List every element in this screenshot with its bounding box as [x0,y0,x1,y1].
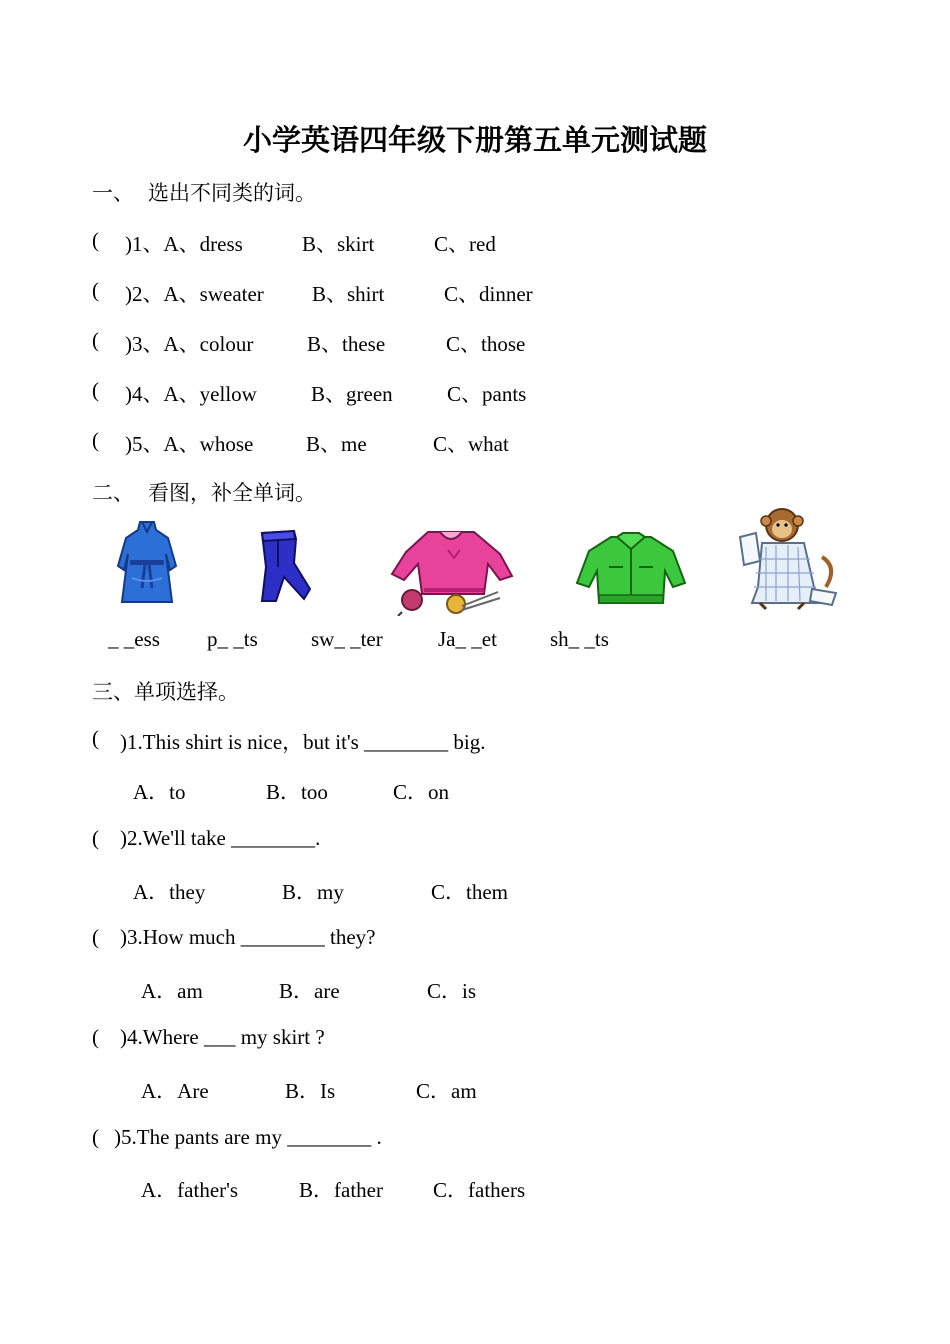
s3-q5-option-c: C．fathers [433,1178,526,1202]
s3-q3-option-b: B．are [279,979,340,1003]
question-text: )5.The pants are my ________ . [114,1125,382,1149]
pants-icon [250,527,318,607]
jacket-icon [573,531,689,607]
question-text: )2.We'll take ________. [120,826,321,850]
word-blank-2: p_ _ts [207,627,258,651]
option-a: )5、A、whose [125,432,254,456]
option-a: )1、A、dress [125,232,243,256]
option-a: )4、A、yellow [125,382,257,406]
sweater-icon [388,524,516,616]
answer-bracket: ( [92,726,99,750]
section-3-heading: 三、单项选择。 [92,680,239,704]
option-c: C、red [434,232,496,256]
answer-bracket: ( [92,328,99,352]
section-2-number: 二、 [92,481,134,505]
s3-q4-option-c: C．am [416,1079,477,1103]
option-c: C、dinner [444,282,533,306]
question-text: )4.Where ___ my skirt ? [120,1025,325,1049]
option-b: B、shirt [312,282,385,306]
option-a: )3、A、colour [125,332,254,356]
s3-q2-option-a: A．they [133,880,206,904]
question-text: )1.This shirt is nice，but it's ________ big. [120,730,486,754]
s3-q1-option-b: B．too [266,780,328,804]
answer-bracket: ( [92,826,99,850]
s3-q1-option-a: A．to [133,780,186,804]
s3-q2-option-c: C．them [431,880,508,904]
word-blank-3: sw_ _ter [311,627,383,651]
page-title: 小学英语四年级下册第五单元测试题 [242,123,707,157]
s3-q5-option-a: A．father's [141,1178,239,1202]
section-1-heading [92,177,316,207]
answer-bracket: ( [92,1125,99,1149]
option-c: C、those [446,332,526,356]
word-blank-1: _ _ess [108,627,160,651]
dress-icon [112,518,182,608]
monkey-shirt-icon [736,507,840,611]
word-blank-4: Ja_ _et [438,627,497,651]
answer-bracket: ( [92,228,99,252]
option-b: B、these [307,332,386,356]
s3-q4-option-b: B．Is [285,1079,336,1103]
word-blank-5: sh_ _ts [550,627,609,651]
section-1-title: 选出不同类的词。 [148,181,316,205]
option-b: B、green [311,382,393,406]
option-a: )2、A、sweater [125,282,264,306]
answer-bracket: ( [92,925,99,949]
option-b: B、skirt [302,232,375,256]
answer-bracket: ( [92,378,99,402]
section-2-heading [92,477,316,507]
option-b: B、me [306,432,367,456]
answer-bracket: ( [92,1025,99,1049]
section-1-number: 一、 [92,181,134,205]
question-text: )3.How much ________ they? [120,925,376,949]
s3-q3-option-a: A．am [141,979,203,1003]
s3-q5-option-b: B．father [299,1178,383,1202]
s3-q3-option-c: C．is [427,979,477,1003]
option-c: C、what [433,432,509,456]
section-2-title: 看图，补全单词。 [148,481,316,505]
answer-bracket: ( [92,278,99,302]
s3-q4-option-a: A．Are [141,1079,209,1103]
answer-bracket: ( [92,428,99,452]
option-c: C、pants [447,382,527,406]
s3-q2-option-b: B．my [282,880,344,904]
s3-q1-option-c: C．on [393,780,450,804]
